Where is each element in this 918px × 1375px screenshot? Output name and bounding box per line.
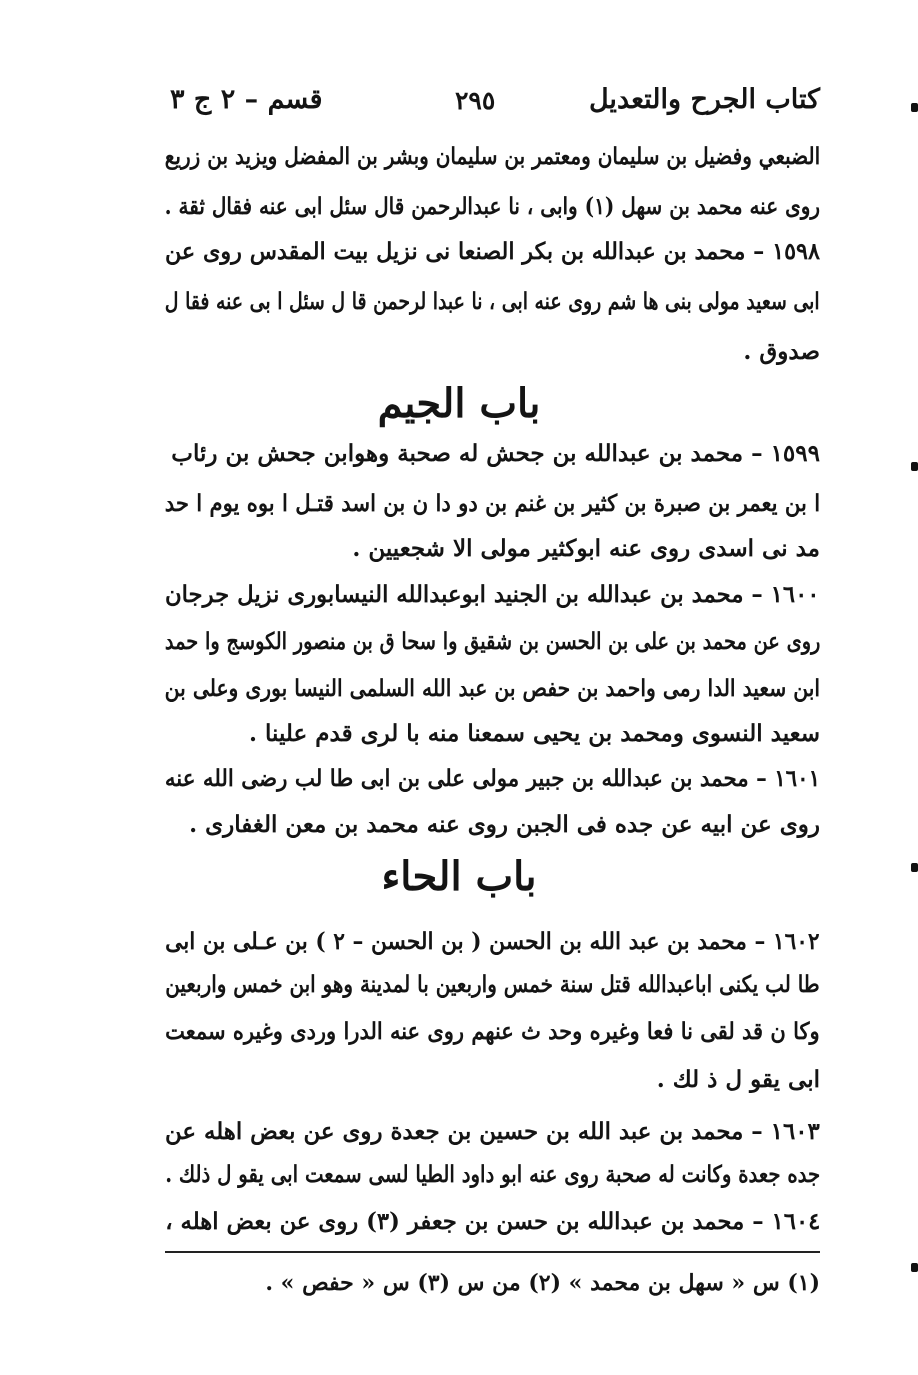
book-title: كتاب الجرح والتعديل [588, 84, 820, 115]
text-line: ١٦٠١ – محمد بن عبدالله بن جبير مولى على بن ابى طا لب رضى الله عنه [164, 765, 820, 792]
running-header [170, 78, 820, 126]
text-line: الضبعي وفضيل بن سليمان ومعتمر بن سليمان وبشر بن المفضل ويزيد بن زريع [164, 143, 820, 170]
text-line: ١٥٩٩ – محمد بن عبدالله بن جحش له صحبة وهوابن جحش بن رئاب [171, 440, 820, 467]
text-line: ١٥٩٨ – محمد بن عبدالله بن بكر الصنعا نى نزيل بيت المقدس روى عن [164, 238, 820, 265]
text-line: ابى يقو ل ذ لك . [656, 1066, 820, 1093]
page-edge-mark [911, 462, 918, 471]
text-line: روى عن محمد بن على بن الحسن بن شقيق وا سحا ق بن منصور الكوسج وا حمد [164, 628, 820, 655]
page-number: ٢٩٥ [455, 86, 496, 115]
page-edge-mark [911, 103, 918, 112]
page-edge-mark [911, 1263, 918, 1272]
text-line: طا لب يكنى اباعبدالله قتل سنة خمس واربعين با لمدينة وهو ابن خمس واربعين [165, 971, 820, 998]
text-line: صدوق . [743, 338, 820, 365]
section-label: قسم – ٢ ج ٣ [170, 84, 323, 115]
text-line: ١٦٠٢ – محمد بن عبد الله بن الحسن ( بن الحسن – ٢ ) بن عـلى بن ابى [165, 928, 820, 955]
text-line: ١٦٠٠ – محمد بن عبدالله بن الجنيد ابوعبدالله النيسابورى نزيل جرجان [165, 581, 820, 608]
text-line: روى عنه محمد بن سهل (١) وابى ، نا عبدالرحمن قال سئل ابى عنه فقال ثقة . [164, 193, 820, 220]
text-line: ابى سعيد مولى بنى ها شم روى عنه ابى ، نا عبدا لرحمن قا ل سئل ا بى عنه فقا ل [165, 288, 820, 315]
footnote: (١) س « سهل بن محمد » (٢) من س (٣) س « حفص » . [265, 1270, 820, 1296]
text-line: جده جعدة وكانت له صحبة روى عنه ابو داود الطيا لسى سمعت ابى يقو ل ذلك . [164, 1161, 820, 1188]
text-line: ا بن يعمر بن صبرة بن كثير بن غنم بن دو دا ن بن اسد قتـل ا بوه يوم ا حد [164, 490, 820, 517]
chapter-heading-jim: باب الجيم [377, 380, 541, 427]
text-line: سعيد النسوى ومحمد بن يحيى سمعنا منه با لرى قدم علينا . [249, 720, 820, 747]
text-line: روى عن ابيه عن جده فى الجبن روى عنه محمد بن معن الغفارى . [189, 811, 820, 838]
chapter-heading-ha: باب الحاء [381, 853, 537, 900]
text-line: وكا ن قد لقى نا فعا وغيره وحد ث عنهم روى عنه الدرا وردى وغيره سمعت [165, 1018, 820, 1045]
text-line: ابن سعيد الدا رمى واحمد بن حفص بن عبد الله السلمى النيسا بورى وعلى بن [164, 675, 820, 702]
footnote-divider [165, 1251, 820, 1253]
text-line: ١٦٠٤ – محمد بن عبدالله بن حسن بن جعفر (٣) روى عن بعض اهله ، [164, 1208, 820, 1235]
text-line: ١٦٠٣ – محمد بن عبد الله بن حسين بن جعدة روى عن بعض اهله عن [165, 1118, 820, 1145]
text-line: مد نى اسدى روى عنه ابوكثير مولى الا شجعيين . [352, 535, 820, 562]
